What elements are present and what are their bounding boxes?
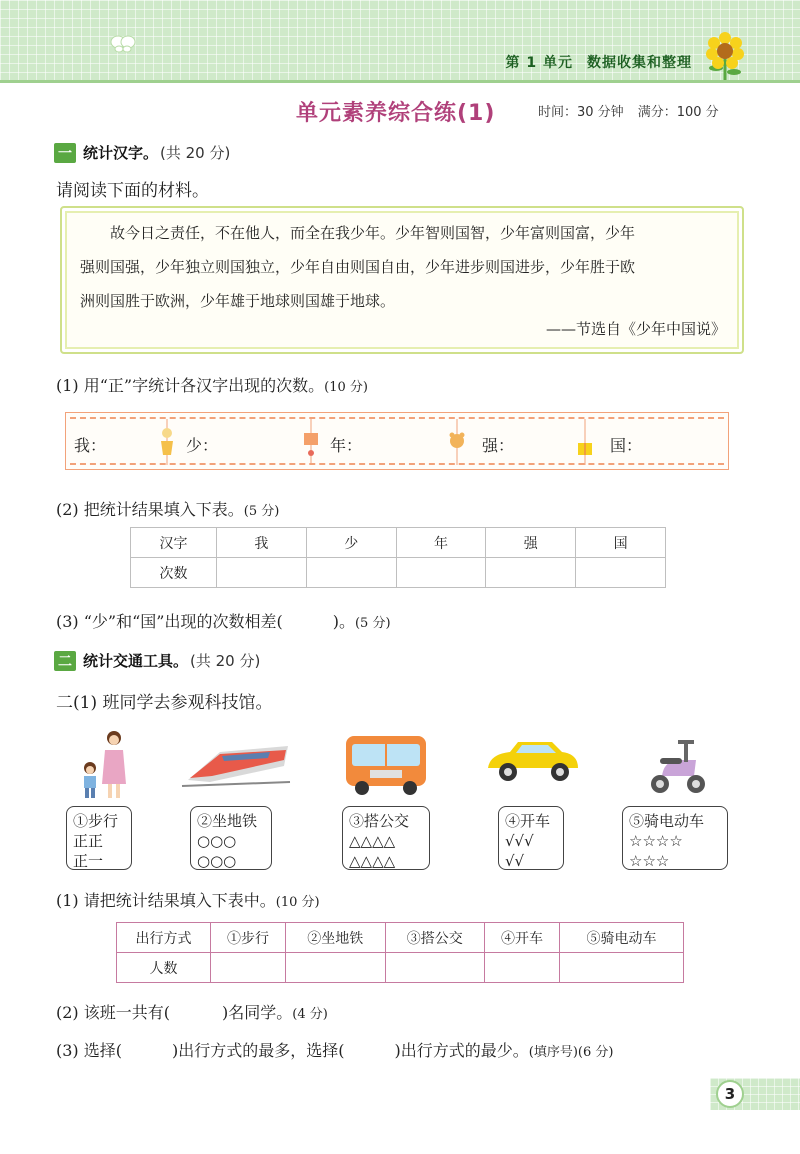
section-2-question-2 (56, 1000, 328, 1023)
table-cell: 年 (396, 528, 486, 558)
table-cell: ⑤骑电动车 (560, 923, 684, 953)
section-2-intro: 二(1) 班同学去参观科技馆。 (56, 693, 273, 713)
mode-label: ③搭公交 (349, 812, 410, 830)
car-icon (484, 738, 582, 784)
table-cell: 强 (486, 528, 576, 558)
table-row (131, 528, 666, 558)
question-3-text-a: (3) “少”和“国”出现的次数相差( (56, 612, 283, 631)
section-1-score: (共 20 分) (160, 144, 231, 162)
section-1-question-2 (56, 497, 279, 520)
answer-cell[interactable] (286, 953, 385, 983)
answer-cell[interactable] (485, 953, 560, 983)
table-row (117, 923, 684, 953)
bus-icon (340, 732, 432, 796)
table-row (131, 558, 666, 588)
mode-tally: △△△△ (349, 852, 396, 870)
table-row (117, 953, 684, 983)
question-3-score: (5 分) (354, 616, 391, 631)
section-1-heading (54, 142, 230, 163)
question-3-text-c: )出行方式的最少。 (394, 1041, 529, 1060)
section-2-score: (共 20 分) (190, 652, 261, 670)
question-3-text-a: (3) 选择( (56, 1041, 122, 1060)
hanging-gift-icon (574, 419, 596, 465)
page-number-tab (710, 1078, 800, 1110)
answer-cell[interactable] (576, 558, 666, 588)
question-3-note: (填序号)(6 分) (528, 1045, 614, 1060)
hanging-doll-icon (156, 419, 178, 465)
exam-meta (538, 101, 733, 120)
butterfly-icon (110, 34, 136, 54)
section-1-question-3 (56, 609, 391, 632)
answer-cell[interactable] (486, 558, 576, 588)
answer-cell[interactable] (385, 953, 484, 983)
section-1-title: 统计汉字。 (83, 144, 159, 162)
table-header-cell: 出行方式 (117, 923, 211, 953)
hanging-bear-icon (446, 419, 468, 465)
table-header-cell: 汉字 (131, 528, 217, 558)
unit-number: 第 1 单元 (505, 55, 573, 71)
table-header-cell: 次数 (131, 558, 217, 588)
answer-cell[interactable] (560, 953, 684, 983)
question-2-text: (2) 把统计结果填入下表。 (56, 500, 244, 519)
answer-cell[interactable] (211, 953, 286, 983)
table-cell: ①步行 (211, 923, 286, 953)
table-cell: 少 (306, 528, 396, 558)
question-2-text-a: (2) 该班一共有( (56, 1003, 170, 1022)
question-2-score: (5 分) (243, 504, 280, 519)
question-2-score: (4 分) (292, 1007, 328, 1022)
table-cell: ④开车 (485, 923, 560, 953)
chinese-char-table (130, 527, 666, 588)
hanging-knot-icon (300, 419, 322, 465)
passage-source: ——节选自《少年中国说》 (545, 320, 726, 338)
question-2-text-b: )名同学。 (222, 1003, 293, 1022)
unit-label (506, 52, 693, 72)
unit-topic: 数据收集和整理 (587, 55, 692, 71)
mode-tally: √√ (505, 852, 525, 870)
tally-bar (65, 412, 729, 470)
question-3-text-b: )出行方式的最多，选择( (172, 1041, 345, 1060)
subway-train-icon (180, 740, 292, 790)
section-2-number: 二 (54, 651, 76, 671)
answer-cell[interactable] (396, 558, 486, 588)
mode-label: ①步行 (73, 812, 119, 830)
tally-box-bus (342, 806, 430, 870)
header-divider (0, 80, 800, 83)
table-cell: ③搭公交 (385, 923, 484, 953)
question-1-score: (10 分) (324, 380, 368, 395)
table-cell: 我 (217, 528, 307, 558)
section-1-number: 一 (54, 143, 76, 163)
passage-line-1: 故今日之责任，不在他人，而全在我少年。少年智则国智，少年富则国富，少年 (110, 224, 636, 242)
section-2-title: 统计交通工具。 (83, 652, 189, 670)
reading-passage (60, 206, 744, 354)
mode-tally: 正正 (73, 832, 104, 850)
mode-label: ②坐地铁 (197, 812, 258, 830)
section-2-question-3 (56, 1038, 613, 1061)
question-1-text: (1) 请把统计结果填入下表中。 (56, 891, 276, 910)
section-2-question-1 (56, 888, 320, 911)
mode-label: ④开车 (505, 812, 551, 830)
page-title: 单元素养综合练(1) (296, 101, 496, 126)
mode-tally: ○○○ (197, 852, 237, 870)
tally-label-nian: 年： (330, 436, 363, 455)
section-2-heading (54, 650, 260, 671)
tally-label-guo: 国： (610, 436, 643, 455)
passage-line-2: 强则国强，少年独立则国独立，少年自由则国自由，少年进步则国进步，少年胜于欧 (80, 258, 636, 276)
question-1-text: (1) 用“正”字统计各汉字出现的次数。 (56, 376, 325, 395)
answer-cell[interactable] (306, 558, 396, 588)
exam-full-score: 满分：100 分 (637, 105, 719, 120)
mode-tally: △△△△ (349, 832, 396, 850)
walking-people-icon (78, 728, 134, 802)
electric-scooter-icon (646, 736, 708, 796)
table-cell: 国 (576, 528, 666, 558)
passage-line-3: 洲则国胜于欧洲，少年雄于地球则国雄于地球。 (80, 292, 396, 310)
section-1-question-1 (56, 373, 368, 396)
table-header-cell: 人数 (117, 953, 211, 983)
tally-box-walk (66, 806, 132, 870)
question-3-text-b: )。 (332, 612, 355, 631)
mode-tally: ☆☆☆ (629, 852, 670, 870)
table-cell: ②坐地铁 (286, 923, 385, 953)
transport-table (116, 922, 684, 983)
sunflower-icon (702, 30, 748, 80)
tally-label-shao: 少： (186, 436, 219, 455)
tally-box-subway (190, 806, 272, 870)
tally-box-e-scooter (622, 806, 728, 870)
section-1-intro: 请阅读下面的材料。 (56, 181, 209, 201)
page-number: 3 (716, 1080, 744, 1108)
mode-tally: √√√ (505, 832, 534, 850)
tally-box-car (498, 806, 564, 870)
mode-tally: 正一 (73, 852, 104, 870)
answer-cell[interactable] (217, 558, 307, 588)
question-1-score: (10 分) (275, 895, 320, 910)
mode-tally: ☆☆☆☆ (629, 832, 683, 850)
mode-tally: ○○○ (197, 832, 237, 850)
exam-time: 时间：30 分钟 (538, 105, 624, 120)
tally-label-qiang: 强： (482, 436, 515, 455)
mode-label: ⑤骑电动车 (629, 812, 705, 830)
tally-label-wo: 我： (74, 436, 107, 455)
